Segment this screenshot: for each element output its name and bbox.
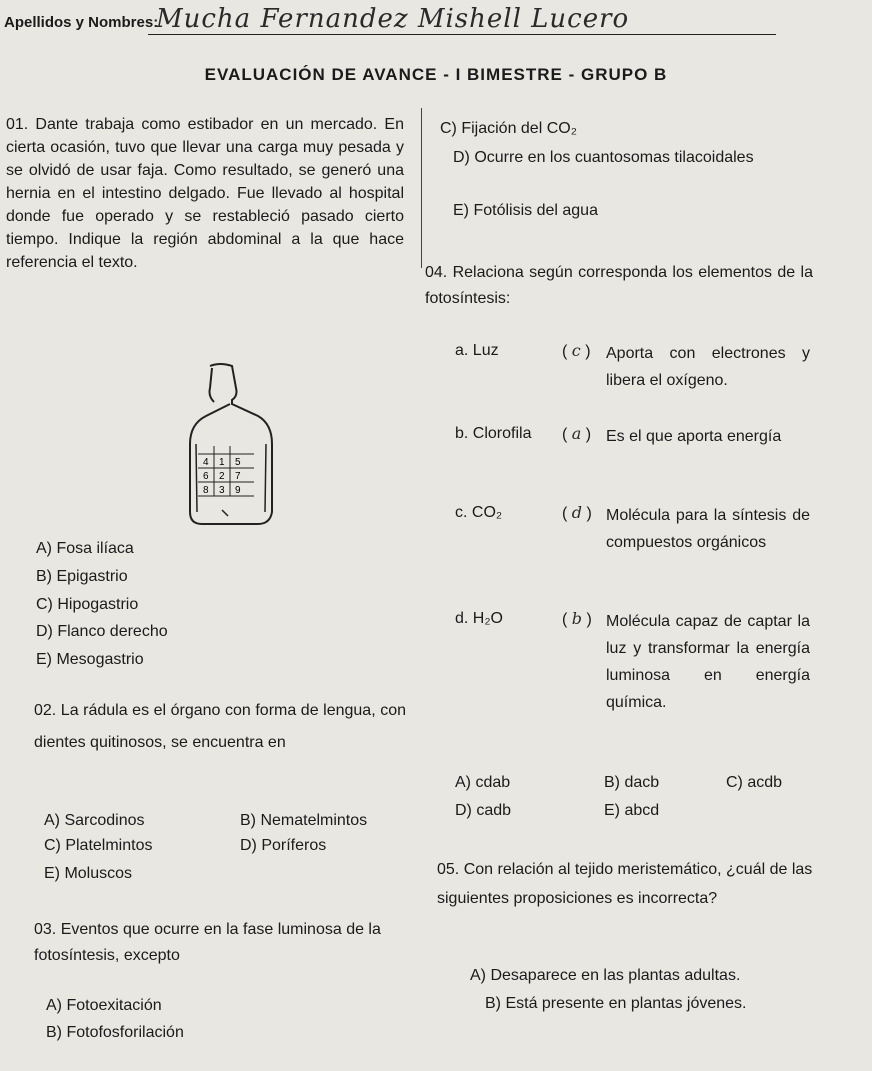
name-label: Apellidos y Nombres: <box>4 14 159 31</box>
q3-option-d[interactable]: D) Ocurre en los cuantosomas tilacoidales <box>453 149 754 166</box>
q4-item-a-desc: Aporta con electrones y libera el oxígeno. <box>606 345 810 389</box>
q1-option-d[interactable]: D) Flanco derecho <box>36 623 168 640</box>
q4-item-a-answer[interactable]: ( c ) <box>562 341 591 360</box>
question-1-text: 01. Dante trabaja como estibador en un mercado. En cierta ocasión, tuvo que llevar una carga muy pesada y se olvidó de usar faja. Como resultado, se generó una hernia en el intestino delgado. Fue llevado al hospital donde fue operado y se restableció pasado cierto tiempo. Indique la región abdominal a la que hace referencia el texto. <box>6 116 404 271</box>
q4-option-b[interactable]: B) dacb <box>604 774 660 791</box>
q4-item-b-answer[interactable]: ( a ) <box>562 424 592 443</box>
column-divider <box>421 108 422 268</box>
q2-option-c[interactable]: C) Platelmintos <box>44 837 153 854</box>
q4-item-d-desc: Molécula capaz de captar la luz y transformar la energía luminosa en energía química. <box>606 613 810 711</box>
q4-option-c[interactable]: C) acdb <box>726 774 783 791</box>
q4-item-d-label: d. H₂O <box>455 610 503 627</box>
q5-option-b[interactable]: B) Está presente en plantas jóvenes. <box>485 995 747 1012</box>
q2-option-a[interactable]: A) Sarcodinos <box>44 812 145 829</box>
q4-item-d-answer[interactable]: ( b ) <box>562 609 592 628</box>
q4-item-c-answer[interactable]: ( d ) <box>562 503 592 522</box>
right-arm-line <box>265 444 266 512</box>
abdomen-diagram <box>170 362 280 527</box>
region-number: 1 <box>219 457 225 468</box>
umbilicus-mark <box>222 510 228 516</box>
q2-option-d[interactable]: D) Poríferos <box>240 837 327 854</box>
q2-option-e[interactable]: E) Moluscos <box>44 865 133 882</box>
torso-outline <box>190 364 272 524</box>
region-number: 2 <box>219 471 225 482</box>
question-2-text: 02. La rádula es el órgano con forma de lengua, con dientes quitinosos, se encuentra en <box>34 702 406 751</box>
q5-option-a[interactable]: A) Desaparece en las plantas adultas. <box>470 967 741 984</box>
region-number: 7 <box>235 471 241 482</box>
q1-option-e[interactable]: E) Mesogastrio <box>36 651 144 668</box>
q4-option-e[interactable]: E) abcd <box>604 802 660 819</box>
region-number: 3 <box>219 485 225 496</box>
q3-option-b[interactable]: B) Fotofosforilación <box>46 1024 184 1041</box>
question-5-text: 05. Con relación al tejido meristemático, ¿cuál de las siguientes proposiciones es incorrecta? <box>437 861 813 907</box>
left-arm-line <box>196 444 197 512</box>
q1-option-a[interactable]: A) Fosa ilíaca <box>36 540 134 557</box>
q4-item-c-desc: Molécula para la síntesis de compuestos orgánicos <box>606 507 810 551</box>
region-number: 5 <box>235 457 241 468</box>
handwritten-answer: c <box>571 341 581 360</box>
q3-option-a[interactable]: A) Fotoexitación <box>46 997 162 1014</box>
handwritten-answer: a <box>571 424 582 443</box>
page-title: EVALUACIÓN DE AVANCE - I BIMESTRE - GRUPO B <box>204 65 668 84</box>
q3-option-c[interactable]: C) Fijación del CO₂ <box>440 120 577 137</box>
neck-outline <box>210 368 215 402</box>
name-field[interactable]: Mucha Fernandez Mishell Lucero <box>148 4 776 35</box>
q3-option-e[interactable]: E) Fotólisis del agua <box>453 202 598 219</box>
q4-option-a[interactable]: A) cdab <box>455 774 511 791</box>
q1-option-c[interactable]: C) Hipogastrio <box>36 596 139 613</box>
question-3-text: 03. Eventos que ocurre en la fase luminosa de la fotosíntesis, excepto <box>34 921 381 964</box>
q4-item-a-label: a. Luz <box>455 342 499 359</box>
q4-item-b-desc: Es el que aporta energía <box>606 428 782 445</box>
handwritten-answer: b <box>571 609 583 628</box>
region-number: 4 <box>203 457 209 468</box>
q2-option-b[interactable]: B) Nematelmintos <box>240 812 368 829</box>
region-number: 6 <box>203 471 209 482</box>
question-4-text: 04. Relaciona según corresponda los elementos de la fotosíntesis: <box>425 264 813 307</box>
region-number: 9 <box>235 485 241 496</box>
q4-option-d[interactable]: D) cadb <box>455 802 512 819</box>
region-number: 8 <box>203 485 209 496</box>
handwritten-answer: d <box>571 503 583 522</box>
q1-option-b[interactable]: B) Epigastrio <box>36 568 128 585</box>
q4-item-b-label: b. Clorofila <box>455 425 532 442</box>
q4-item-c-label: c. CO₂ <box>455 504 503 521</box>
